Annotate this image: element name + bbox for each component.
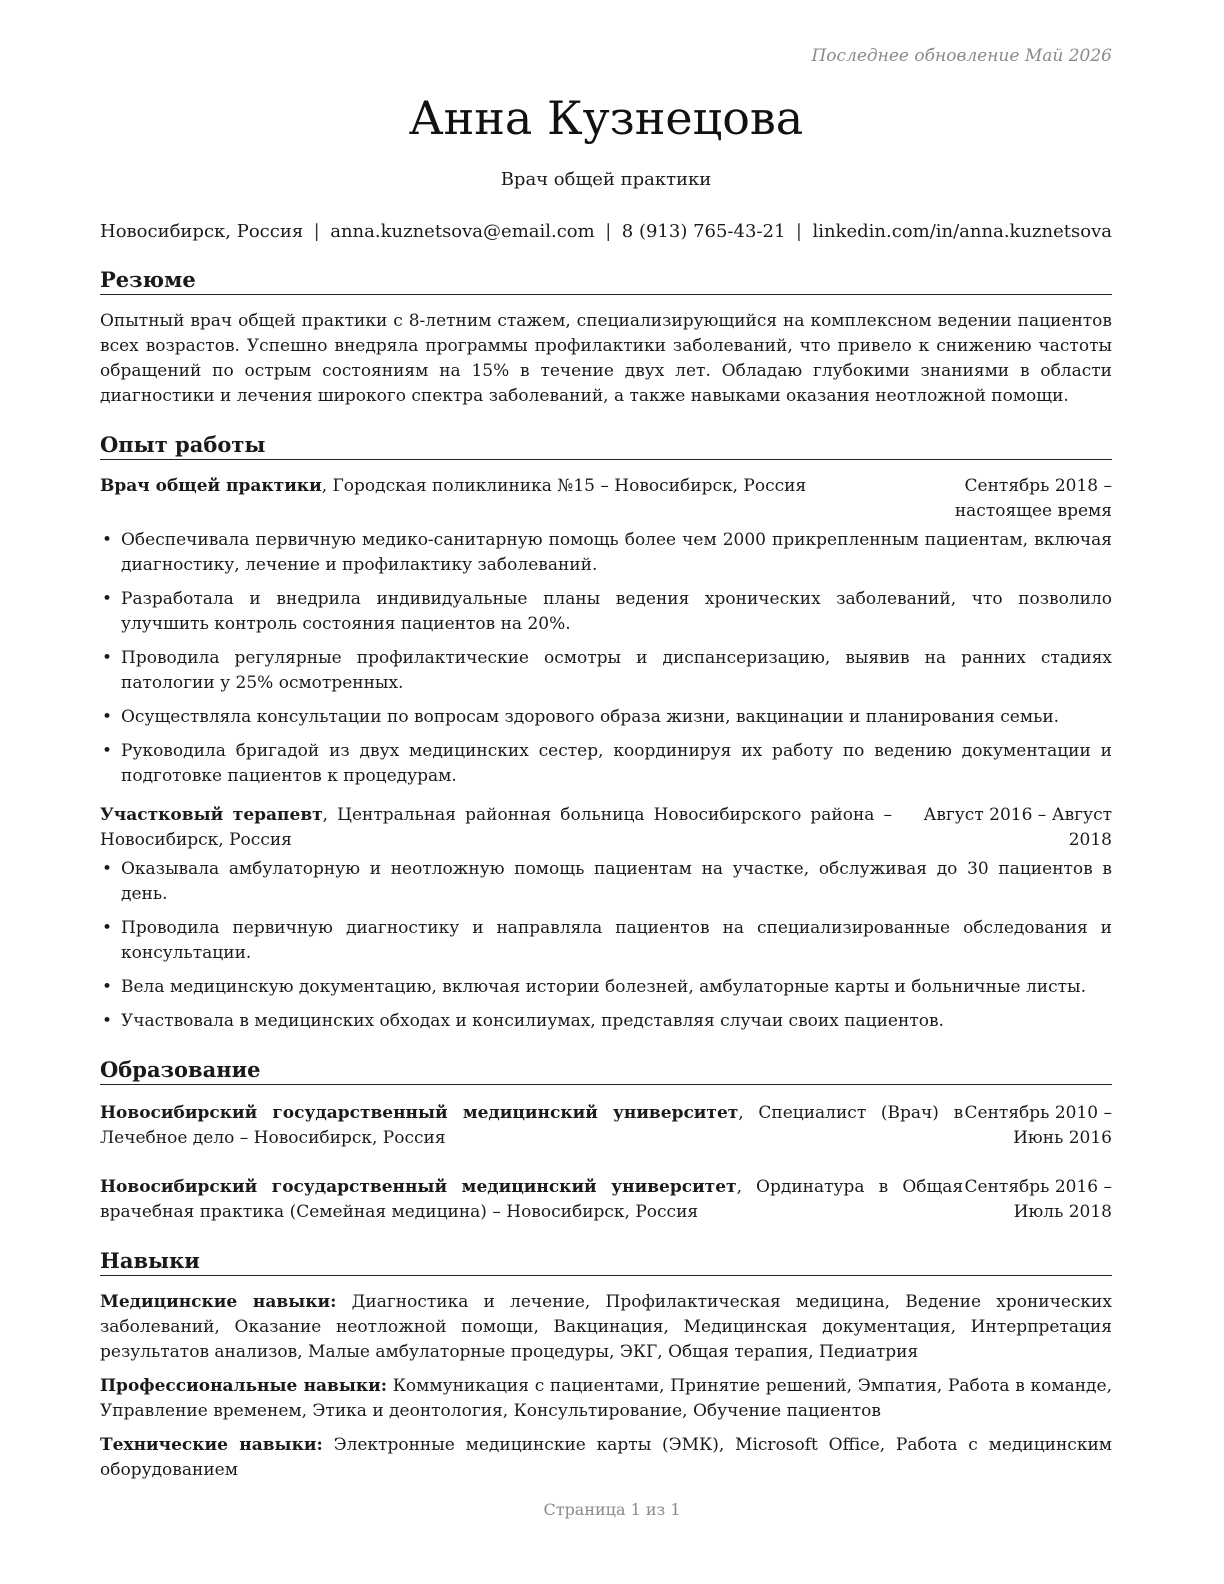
contact-email[interactable]: anna.kuznetsova@email.com	[330, 221, 595, 242]
job-place: , Городская поликлиника №15 – Новосибирск, Россия	[321, 476, 807, 496]
section-title-skills: Навыки	[100, 1247, 1112, 1276]
contact-location: Новосибирск, Россия	[100, 221, 304, 242]
resume-page	[100, 40, 1112, 1483]
bullet-text: Вела медицинскую документацию, включая истории болезней, амбулаторные карты и больничные листы.	[121, 977, 1086, 997]
section-title-experience: Опыт работы	[100, 431, 1112, 460]
education-school: Новосибирский государственный медицинский университет	[100, 1103, 739, 1123]
job-position	[100, 803, 892, 853]
section-title-summary: Резюме	[100, 266, 1112, 295]
skill-text: Электронные медицинские карты (ЭМК), Microsoft Office, Работа с медицинским оборудованием	[100, 1435, 1113, 1480]
job-entry	[100, 803, 1112, 1034]
bullet-icon: •	[102, 589, 113, 609]
job-place: , Центральная районная больница Новосибирского района – Новосибирск, Россия	[100, 805, 892, 850]
bullet-text: Руководила бригадой из двух медицинских сестер, координируя их работу по ведению документации и подготовке пациентов к процедурам.	[121, 741, 1112, 786]
bullet-icon: •	[102, 707, 113, 727]
bullet-icon: •	[102, 741, 113, 761]
skill-text: Коммуникация с пациентами, Принятие решений, Эмпатия, Работа в команде, Управление временем, Этика и деонтология, Консультирование, Обучение пациентов	[100, 1376, 1112, 1421]
bullet-text: Участвовала в медицинских обходах и консилиумах, представляя случаи своих пациентов.	[121, 1011, 944, 1031]
education-entry	[100, 1175, 1112, 1225]
job-role: Участковый терапевт	[100, 805, 323, 825]
education-detail: , Специалист (Врач) в Лечебное дело – Новосибирск, Россия	[100, 1103, 964, 1148]
contact-phone[interactable]: 8 (913) 765-43-21	[621, 221, 786, 242]
bullet-text: Обеспечивала первичную медико-санитарную помощь более чем 2000 прикрепленным пациентам, включая диагностику, лечение и профилактику заболеваний.	[121, 530, 1112, 575]
job-entry	[100, 474, 1112, 789]
bullet-icon: •	[102, 859, 113, 879]
job-dates: Август 2016 – Август 2018	[923, 805, 1112, 850]
last-updated: Последнее обновление Май 2026	[811, 46, 1112, 66]
skill-group-technical	[100, 1433, 1112, 1483]
contact-separator: |	[795, 221, 802, 242]
section-title-education: Образование	[100, 1056, 1112, 1085]
skill-label: Технические навыки:	[100, 1435, 323, 1455]
job-bullets	[100, 528, 1112, 789]
list-item	[100, 916, 1112, 966]
skill-text: Диагностика и лечение, Профилактическая медицина, Ведение хронических заболеваний, Оказание неотложной помощи, Вакцинация, Медицинская документация, Интерпретация результатов анализов, Малые амбулаторные процедуры, ЭКГ, Общая терапия, Педиатрия	[100, 1292, 1112, 1362]
contact-linkedin[interactable]: linkedin.com/in/anna.kuznetsova	[812, 221, 1112, 242]
skill-label: Медицинские навыки:	[100, 1292, 337, 1312]
job-header	[100, 803, 1112, 853]
list-item	[100, 975, 1112, 1000]
bullet-text: Проводила регулярные профилактические осмотры и диспансеризацию, выявив на ранних стадиях патологии у 25% осмотренных.	[121, 648, 1112, 693]
bullet-text: Проводила первичную диагностику и направляла пациентов на специализированные обследования и консультации.	[121, 918, 1112, 963]
skill-label: Профессиональные навыки:	[100, 1376, 388, 1396]
skill-group-medical	[100, 1290, 1112, 1365]
bullet-icon: •	[102, 977, 113, 997]
bullet-text: Разработала и внедрила индивидуальные планы ведения хронических заболеваний, что позволило улучшить контроль состояния пациентов на 20%.	[121, 589, 1112, 634]
education-detail: , Ординатура в Общая врачебная практика (Семейная медицина) – Новосибирск, Россия	[100, 1177, 964, 1222]
contact-separator: |	[313, 221, 320, 242]
job-header	[100, 474, 1112, 524]
bullet-text: Оказывала амбулаторную и неотложную помощь пациентам на участке, обслуживая до 30 пациентов в день.	[121, 859, 1112, 904]
education-dates: Сентябрь 2010 – Июнь 2016	[964, 1103, 1112, 1148]
person-name: Анна Кузнецова	[408, 91, 804, 145]
job-title: Врач общей практики	[500, 169, 712, 190]
list-item	[100, 739, 1112, 789]
list-item	[100, 705, 1112, 730]
summary-text: Опытный врач общей практики с 8-летним стажем, специализирующийся на комплексном ведении пациентов всех возрастов. Успешно внедряла программы профилактики заболеваний, что привело к снижению частоты обращений по острым состояниям на 15% в течение двух лет. Обладаю глубокими знаниями в области диагностики и лечения широкого спектра заболеваний, а также навыками оказания неотложной помощи.	[100, 311, 1112, 406]
skill-group-professional	[100, 1374, 1112, 1424]
education-institution	[100, 1175, 963, 1225]
list-item	[100, 528, 1112, 578]
bullet-icon: •	[102, 918, 113, 938]
contact-separator: |	[605, 221, 612, 242]
bullet-text: Осуществляла консультации по вопросам здорового образа жизни, вакцинации и планирования семьи.	[121, 707, 1060, 727]
job-bullets	[100, 857, 1112, 1034]
list-item	[100, 857, 1112, 907]
bullet-icon: •	[102, 530, 113, 550]
education-entry	[100, 1101, 1112, 1151]
list-item	[100, 587, 1112, 637]
job-role: Врач общей практики	[100, 476, 322, 496]
job-dates: Сентябрь 2018 – настоящее время	[954, 476, 1112, 521]
bullet-icon: •	[102, 1011, 113, 1031]
education-institution	[100, 1101, 963, 1151]
list-item	[100, 1009, 1112, 1034]
education-dates: Сентябрь 2016 – Июль 2018	[964, 1177, 1112, 1222]
contact-line	[100, 220, 1112, 244]
education-school: Новосибирский государственный медицинский университет	[100, 1177, 737, 1197]
list-item	[100, 646, 1112, 696]
page-number: Страница 1 из 1	[543, 1500, 681, 1519]
bullet-icon: •	[102, 648, 113, 668]
job-position	[100, 474, 872, 524]
